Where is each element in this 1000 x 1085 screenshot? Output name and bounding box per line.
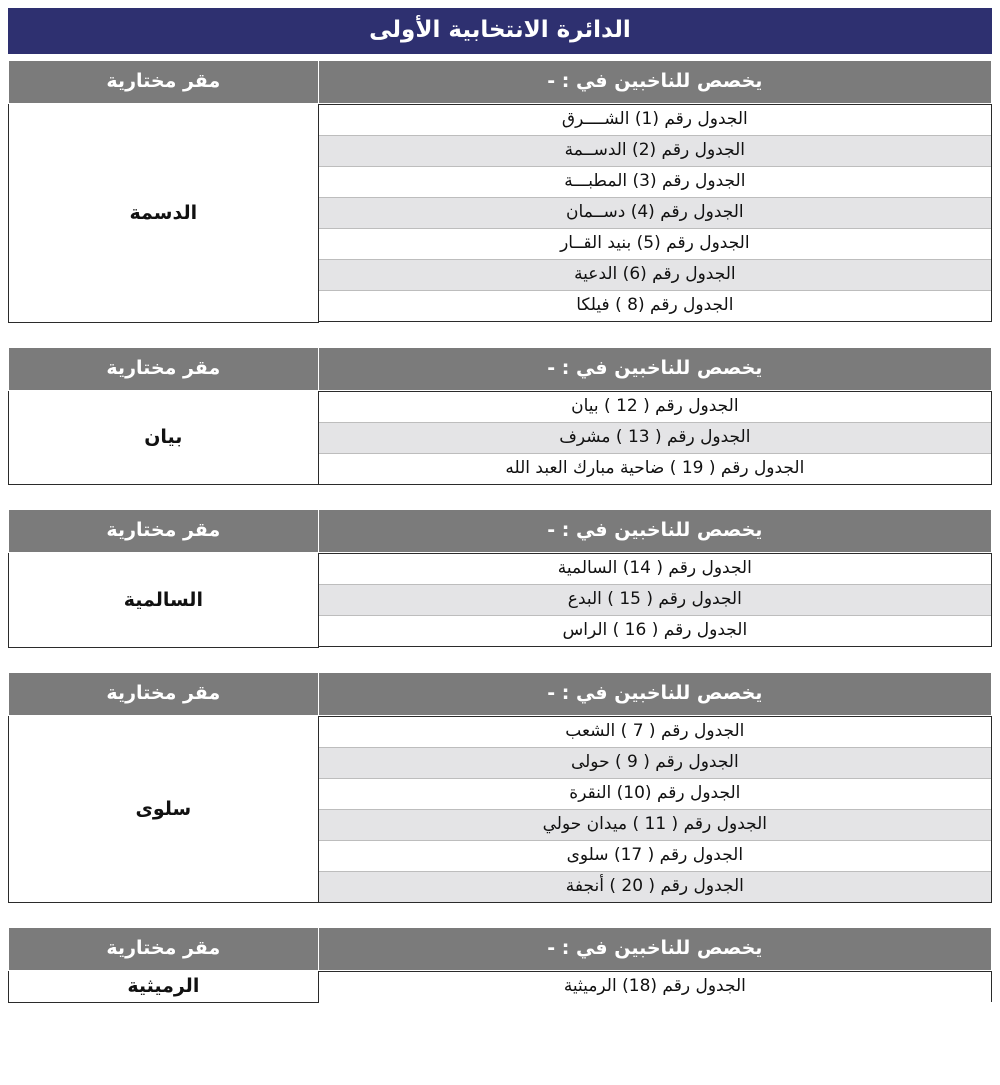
- list-item: الجدول رقم (10) النقرة: [319, 779, 991, 810]
- document-page: [0, 8, 1000, 1003]
- constituency-block: [8, 60, 992, 323]
- polling-table: [8, 509, 992, 648]
- voter-lists-cell: [318, 390, 991, 485]
- mukhtar-office-name: سلوى: [9, 715, 319, 903]
- list-item: الجدول رقم ( 11 ) ميدان حولي: [319, 810, 991, 841]
- list-item: الجدول رقم ( 9 ) حولى: [319, 748, 991, 779]
- voter-lists: [319, 716, 991, 903]
- polling-table: [8, 347, 992, 486]
- list-item: الجدول رقم ( 20 ) أنجفة: [319, 872, 991, 902]
- mukhtar-office-name: الرميثية: [9, 971, 319, 1003]
- table-row: [9, 390, 992, 485]
- list-item: الجدول رقم ( 16 ) الراس: [319, 616, 991, 646]
- column-header-location: مقر مختارية: [9, 928, 319, 971]
- table-header-row: [9, 928, 992, 971]
- constituency-block: [8, 347, 992, 486]
- table-row: [9, 715, 992, 903]
- list-item: الجدول رقم (6) الدعية: [319, 260, 991, 291]
- polling-table: [8, 60, 992, 323]
- constituency-block: [8, 927, 992, 1003]
- column-header-location: مقر مختارية: [9, 61, 319, 104]
- page-title: الدائرة الانتخابية الأولى: [8, 8, 992, 54]
- list-item: الجدول رقم ( 17) سلوى: [319, 841, 991, 872]
- mukhtar-office-name: السالمية: [9, 553, 319, 648]
- list-item: الجدول رقم (18) الرميثية: [319, 972, 991, 1002]
- constituency-block: [8, 672, 992, 904]
- column-header-lists: يخصص للناخبين في : -: [318, 672, 991, 715]
- list-item: الجدول رقم ( 12 ) بيان: [319, 392, 991, 423]
- voter-lists: [319, 104, 991, 322]
- list-item: الجدول رقم (4) دســمان: [319, 198, 991, 229]
- column-header-lists: يخصص للناخبين في : -: [318, 61, 991, 104]
- voter-lists: [319, 971, 991, 1002]
- table-header-row: [9, 347, 992, 390]
- column-header-location: مقر مختارية: [9, 347, 319, 390]
- list-item: الجدول رقم (5) بنيد القــار: [319, 229, 991, 260]
- list-item: الجدول رقم (2) الدســمة: [319, 136, 991, 167]
- table-header-row: [9, 672, 992, 715]
- column-header-lists: يخصص للناخبين في : -: [318, 510, 991, 553]
- voter-lists: [319, 391, 991, 485]
- table-row: [9, 104, 992, 323]
- mukhtar-office-name: الدسمة: [9, 104, 319, 323]
- column-header-lists: يخصص للناخبين في : -: [318, 347, 991, 390]
- list-item: الجدول رقم ( 15 ) البدع: [319, 585, 991, 616]
- voter-lists-cell: [318, 553, 991, 648]
- table-header-row: [9, 510, 992, 553]
- list-item: الجدول رقم (3) المطبـــة: [319, 167, 991, 198]
- constituency-block: [8, 509, 992, 648]
- voter-lists: [319, 553, 991, 647]
- mukhtar-office-name: بيان: [9, 390, 319, 485]
- list-item: الجدول رقم (8 ) فيلكا: [319, 291, 991, 321]
- voter-lists-cell: [318, 715, 991, 903]
- column-header-location: مقر مختارية: [9, 510, 319, 553]
- table-row: [9, 971, 992, 1003]
- constituency-blocks: [8, 60, 992, 1003]
- list-item: الجدول رقم (1) الشــــرق: [319, 105, 991, 136]
- list-item: الجدول رقم ( 13 ) مشرف: [319, 423, 991, 454]
- voter-lists-cell: [318, 104, 991, 323]
- list-item: الجدول رقم ( 7 ) الشعب: [319, 717, 991, 748]
- polling-table: [8, 672, 992, 904]
- list-item: الجدول رقم ( 19 ) ضاحية مبارك العبد الله: [319, 454, 991, 484]
- column-header-location: مقر مختارية: [9, 672, 319, 715]
- table-header-row: [9, 61, 992, 104]
- polling-table: [8, 927, 992, 1003]
- voter-lists-cell: [318, 971, 991, 1003]
- list-item: الجدول رقم ( 14) السالمية: [319, 554, 991, 585]
- column-header-lists: يخصص للناخبين في : -: [318, 928, 991, 971]
- table-row: [9, 553, 992, 648]
